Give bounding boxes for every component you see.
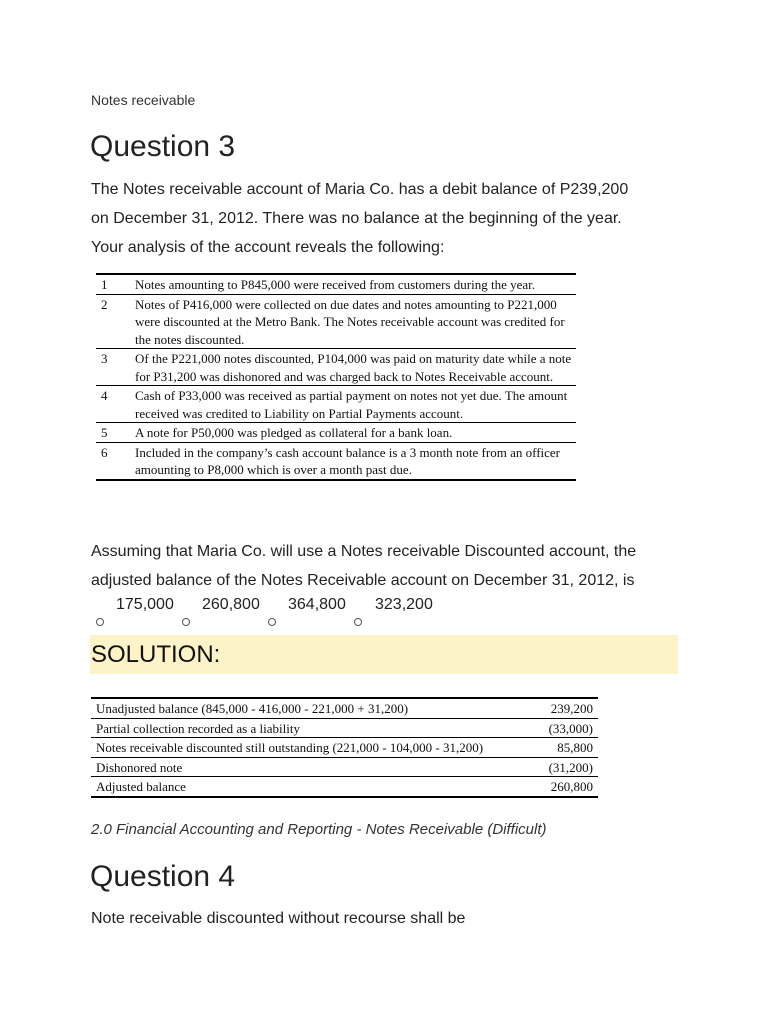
solution-amount: 239,200 xyxy=(498,698,598,718)
item-text: Notes amounting to P845,000 were received from customers during the year. xyxy=(135,274,576,294)
question-3-intro xyxy=(91,175,691,262)
question-3-prompt xyxy=(91,537,691,595)
question-4-title: Question 4 xyxy=(90,860,236,893)
item-number: 4 xyxy=(96,386,135,423)
solution-amount: (33,000) xyxy=(498,718,598,738)
table-row xyxy=(96,386,576,423)
item-number: 2 xyxy=(96,294,135,349)
solution-label: Partial collection recorded as a liability xyxy=(91,718,498,738)
solution-label: Notes receivable discounted still outstanding (221,000 - 104,000 - 31,200) xyxy=(91,738,498,758)
table-row xyxy=(91,718,598,738)
intro-line: The Notes receivable account of Maria Co. has a debit balance of P239,200 xyxy=(91,181,629,198)
item-text: Included in the company’s cash account balance is a 3 month note from an officer amounting to P8,000 which is over a month past due. xyxy=(135,442,576,480)
item-number: 5 xyxy=(96,423,135,443)
question-3-title: Question 3 xyxy=(90,130,236,163)
item-number: 6 xyxy=(96,442,135,480)
choice-label: 323,200 xyxy=(375,596,433,613)
solution-table xyxy=(91,697,598,798)
radio-button[interactable] xyxy=(182,618,190,626)
solution-amount: (31,200) xyxy=(498,757,598,777)
topic-footnote: 2.0 Financial Accounting and Reporting - Notes Receivable (Difficult) xyxy=(91,821,547,838)
radio-button[interactable] xyxy=(268,618,276,626)
table-row xyxy=(96,423,576,443)
table-row xyxy=(96,294,576,349)
solution-amount: 85,800 xyxy=(498,738,598,758)
solution-banner xyxy=(90,635,678,674)
category-label: Notes receivable xyxy=(91,92,196,108)
item-text: Cash of P33,000 was received as partial payment on notes not yet due. The amount received was credited to Liability on Partial Payments account. xyxy=(135,386,576,423)
intro-line: Your analysis of the account reveals the following: xyxy=(91,239,445,256)
solution-heading: SOLUTION: xyxy=(91,641,221,668)
item-text: Of the P221,000 notes discounted, P104,000 was paid on maturity date while a note for P31,200 was dishonored and was charged back to Notes Receivable account. xyxy=(135,349,576,386)
solution-label: Adjusted balance xyxy=(91,777,498,797)
table-row xyxy=(91,757,598,777)
prompt-line: Assuming that Maria Co. will use a Notes receivable Discounted account, the xyxy=(91,543,637,560)
question-4-text: Note receivable discounted without recourse shall be xyxy=(91,910,466,927)
table-row xyxy=(96,274,576,294)
analysis-items-table xyxy=(96,273,576,481)
item-text: Notes of P416,000 were collected on due dates and notes amounting to P221,000 were discounted at the Metro Bank. The Notes receivable account was credited for the notes discounted. xyxy=(135,294,576,349)
intro-line: on December 31, 2012. There was no balance at the beginning of the year. xyxy=(91,210,622,227)
table-row xyxy=(96,442,576,480)
solution-amount: 260,800 xyxy=(498,777,598,797)
prompt-line: adjusted balance of the Notes Receivable account on December 31, 2012, is xyxy=(91,572,635,589)
solution-label: Unadjusted balance (845,000 - 416,000 - 221,000 + 31,200) xyxy=(91,698,498,718)
answer-choices xyxy=(96,596,516,630)
table-row xyxy=(96,349,576,386)
radio-button[interactable] xyxy=(354,618,362,626)
table-row xyxy=(91,698,598,718)
table-row xyxy=(91,777,598,797)
choice-label: 260,800 xyxy=(202,596,260,613)
table-row xyxy=(91,738,598,758)
item-number: 1 xyxy=(96,274,135,294)
item-number: 3 xyxy=(96,349,135,386)
choice-label: 175,000 xyxy=(116,596,174,613)
item-text: A note for P50,000 was pledged as collateral for a bank loan. xyxy=(135,423,576,443)
choice-label: 364,800 xyxy=(288,596,346,613)
solution-label: Dishonored note xyxy=(91,757,498,777)
radio-button[interactable] xyxy=(96,618,104,626)
